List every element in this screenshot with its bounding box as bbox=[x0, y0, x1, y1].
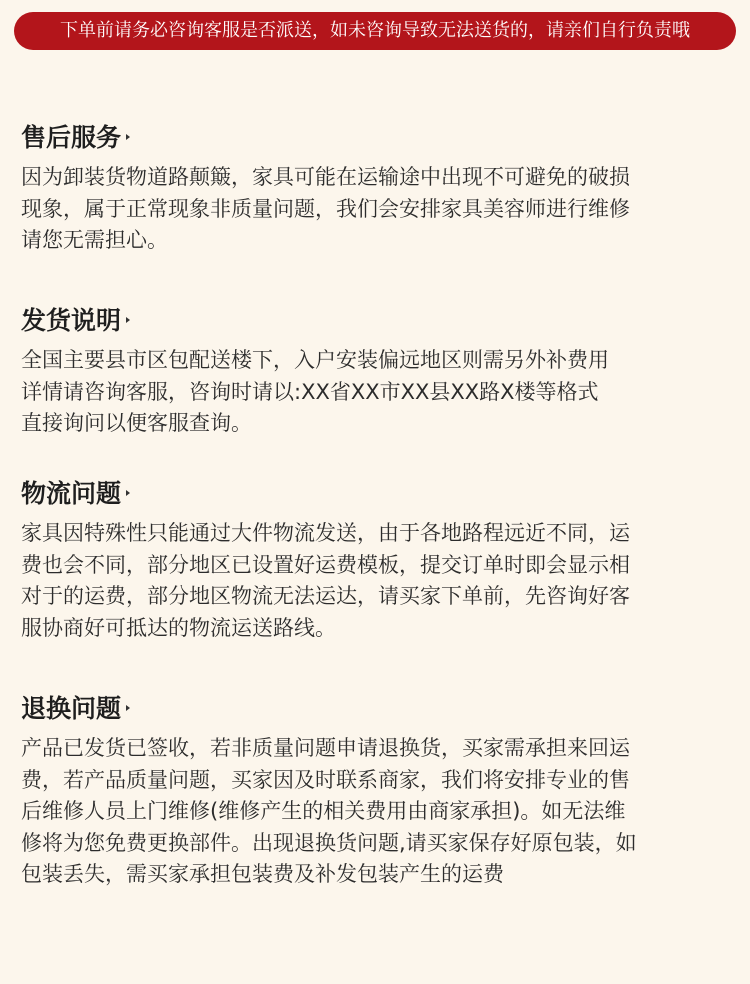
body-line: 包装丢失，需买家承担包装费及补发包装产生的运费 bbox=[21, 862, 504, 886]
notice-banner-text: 下单前请务必咨询客服是否派送，如未咨询导致无法送货的，请亲们自行负责哦 bbox=[60, 20, 690, 41]
notice-banner bbox=[14, 12, 736, 50]
section-body bbox=[21, 518, 733, 644]
body-line: 家具因特殊性只能通过大件物流发送，由于各地路程远近不同，运 bbox=[21, 521, 630, 545]
section-title-text: 发货说明 bbox=[21, 306, 122, 335]
caret-right-icon bbox=[126, 705, 130, 711]
body-line: 后维修人员上门维修(维修产生的相关费用由商家承担)。如无法维 bbox=[21, 799, 626, 823]
body-line: 对于的运费，部分地区物流无法运达，请买家下单前，先咨询好客 bbox=[21, 584, 630, 608]
section-title-text: 售后服务 bbox=[21, 123, 122, 152]
section-title-text: 退换问题 bbox=[21, 694, 122, 723]
body-line: 直接询问以便客服查询。 bbox=[21, 411, 252, 435]
caret-right-icon bbox=[126, 317, 130, 323]
section-title bbox=[21, 123, 733, 153]
body-line: 费也会不同，部分地区已设置好运费模板，提交订单时即会显示相 bbox=[21, 552, 630, 577]
body-line: 产品已发货已签收，若非质量问题申请退换货，买家需承担来回运 bbox=[21, 736, 630, 760]
body-line: 现象，属于正常现象非质量问题，我们会安排家具美容师进行维修 bbox=[21, 196, 630, 221]
caret-right-icon bbox=[126, 490, 130, 496]
body-line: 修将为您免费更换部件。出现退换货问题,请买家保存好原包装，如 bbox=[21, 830, 637, 855]
body-line: 服协商好可抵达的物流运送路线。 bbox=[21, 615, 336, 640]
section-body bbox=[21, 345, 733, 440]
body-line: 全国主要县市区包配送楼下，入户安装偏远地区则需另外补费用 bbox=[21, 348, 609, 372]
section-logistics bbox=[21, 479, 733, 644]
section-title bbox=[21, 306, 733, 336]
section-shipping bbox=[21, 306, 733, 440]
section-returns bbox=[21, 694, 733, 891]
caret-right-icon bbox=[126, 134, 130, 140]
section-after-sales bbox=[21, 123, 733, 257]
section-title-text: 物流问题 bbox=[21, 479, 122, 508]
body-line: 费，若产品质量问题，买家因及时联系商家，我们将安排专业的售 bbox=[21, 767, 630, 792]
body-line: 详情请咨询客服，咨询时请以:XX省XX市XX县XX路X楼等格式 bbox=[21, 379, 599, 404]
section-body bbox=[21, 162, 733, 257]
section-title bbox=[21, 479, 733, 509]
body-line: 请您无需担心。 bbox=[21, 228, 168, 252]
body-line: 因为卸装货物道路颠簸，家具可能在运输途中出现不可避免的破损 bbox=[21, 165, 630, 189]
section-title bbox=[21, 694, 733, 724]
section-body bbox=[21, 733, 733, 891]
